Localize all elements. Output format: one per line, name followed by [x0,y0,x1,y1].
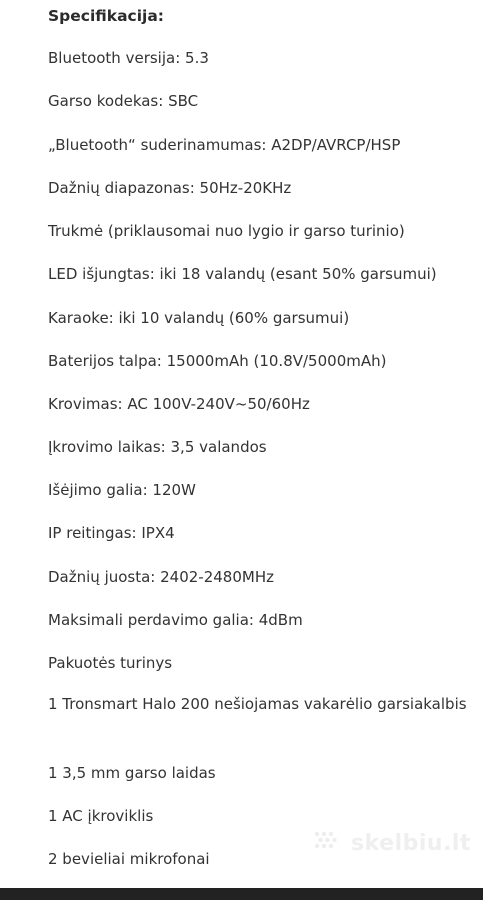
spec-line-karaoke: Karaoke: iki 10 valandų (60% garsumui) [48,309,350,327]
spec-line-codec: Garso kodekas: SBC [48,92,199,110]
spec-line-bluetooth-version: Bluetooth versija: 5.3 [48,49,209,67]
spec-line-frequency-band: Dažnių juosta: 2402-2480MHz [48,568,274,586]
spec-line-speaker: 1 Tronsmart Halo 200 nešiojamas vakarėlio garsiakalbis [48,695,467,713]
spec-line-led-off: LED išjungtas: iki 18 valandų (esant 50% garsumui) [48,265,437,283]
bottom-edge-bar [0,888,483,900]
spec-line-battery: Baterijos talpa: 15000mAh (10.8V/5000mAh) [48,352,387,370]
spec-line-compatibility: „Bluetooth“ suderinamumas: A2DP/AVRCP/HSP [48,136,401,154]
spec-heading: Specifikacija: [48,7,165,25]
spec-line-duration: Trukmė (priklausomai nuo lygio ir garso turinio) [48,222,405,240]
spec-line-microphones: 2 bevieliai mikrofonai [48,850,210,868]
skelbiu-watermark [311,826,471,860]
spec-line-frequency-range: Dažnių diapazonas: 50Hz-20KHz [48,179,292,197]
spec-line-charging: Krovimas: AC 100V-240V~50/60Hz [48,395,310,413]
spec-line-charger: 1 AC įkroviklis [48,807,154,825]
spec-line-package-contents: Pakuotės turinys [48,654,173,672]
watermark-text: skelbiu.lt [351,830,471,856]
spec-line-ip-rating: IP reitingas: IPX4 [48,524,175,542]
skelbiu-logo-icon [311,828,345,858]
spec-line-transmit-power: Maksimali perdavimo galia: 4dBm [48,611,303,629]
spec-line-output-power: Išėjimo galia: 120W [48,481,196,499]
spec-line-charge-time: Įkrovimo laikas: 3,5 valandos [48,438,267,456]
spec-line-audio-cable: 1 3,5 mm garso laidas [48,764,216,782]
